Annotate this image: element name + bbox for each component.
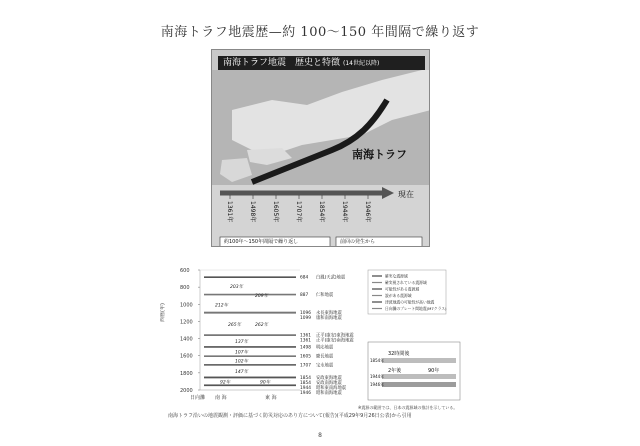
event-year: 887: [300, 293, 309, 299]
interval-label: 212年: [215, 303, 229, 309]
event-bars: [204, 277, 296, 385]
japan-map: [212, 70, 430, 190]
timeline-year: 1944年: [341, 201, 348, 223]
y-tick-label: 1000: [180, 302, 193, 309]
timeline: [212, 185, 430, 247]
event-name: 正平(康安)東海地震: [316, 333, 354, 339]
elapsed-text-1: 前回の発生から: [340, 239, 376, 245]
inset-bar-1944: [382, 374, 456, 379]
event-name: 白鳳(天武)地震: [316, 275, 346, 281]
event-name: 安政東海地震: [316, 375, 342, 381]
y-tick-label: 2000: [180, 388, 193, 394]
legend-label: 可能性がある震源域: [385, 286, 420, 292]
history-panel: [211, 49, 430, 247]
page-title: 南海トラフ地震歴—約 100〜150 年間隔で繰り返す: [160, 25, 480, 40]
inset-box: [368, 342, 460, 400]
inset-label-mid: 2年後: [388, 368, 402, 374]
inset-bar-1854: [382, 358, 456, 363]
event-labels: [300, 274, 354, 396]
event-name: 永長東海地震: [316, 311, 342, 317]
interval-label: 92年: [220, 380, 231, 386]
timeline-year: 1854年: [318, 201, 325, 223]
y-tick-label: 800: [180, 285, 190, 292]
event-year: 1096: [300, 311, 311, 317]
event-name: 康和南海地震: [316, 316, 342, 322]
y-tick-label: 1200: [180, 319, 193, 326]
source-note: 南海トラフ沿いの地震観測・評価に基づく防災対応のあり方について(報告)(平成29年9月26日公表)から引用: [168, 413, 412, 419]
timeline-year: 1946年: [364, 201, 371, 223]
interval-label: 90年: [260, 380, 271, 386]
event-year: 1605: [300, 354, 311, 360]
event-year: 684: [300, 275, 309, 281]
event-name: 昭和南海地震: [316, 390, 342, 396]
event-name: 昭和東南海地震: [316, 385, 347, 391]
y-axis-label: 西暦(年): [160, 303, 166, 322]
trough-label: 南海トラフ: [352, 148, 407, 161]
interval-label: 137年: [235, 340, 249, 346]
interval-label: 147年: [235, 370, 249, 376]
event-name: 慶長地震: [316, 354, 334, 360]
interval-label: 203年: [230, 284, 244, 290]
inset-year-1944: 1944年: [370, 374, 385, 379]
event-name: 正平(康安)南海地震: [316, 338, 354, 344]
event-name: 明応地震: [316, 345, 334, 351]
inset-bar-1946: [382, 382, 456, 387]
x-label-nankai: 南 海: [215, 395, 227, 401]
timeline-year: 1707年: [295, 201, 302, 223]
event-year: 1099: [300, 316, 311, 322]
legend-label: 津波地震の可能性が高い地震: [385, 299, 435, 305]
inset-year-1854: 1854年: [370, 358, 385, 363]
event-name: 宝永地震: [316, 363, 334, 369]
y-tick-label: 1800: [180, 370, 193, 377]
chart-footnote: ※震源の範囲では、日本の震源域の推計を示している。: [358, 405, 458, 410]
interval-label: 107年: [235, 350, 249, 356]
event-year: 1498: [300, 345, 311, 351]
event-year: 1944: [300, 385, 311, 391]
y-tick-label: 1600: [180, 353, 193, 360]
y-tick-label: 1400: [180, 336, 193, 343]
event-year: 1854: [300, 375, 311, 381]
y-ticks: [180, 268, 200, 394]
interval-text-1: 約100年〜150年間隔で繰り返し: [224, 239, 299, 245]
now-label: 現在: [398, 190, 414, 199]
x-label-tokai: 東 海: [265, 395, 277, 401]
legend-label: 確実な震源域: [385, 273, 408, 279]
legend-label: 説がある震源域: [385, 293, 412, 298]
event-year: 1946: [300, 390, 311, 396]
interval-label: 262年: [255, 323, 269, 328]
event-name: 仁和地震: [316, 293, 334, 299]
y-tick-label: 600: [180, 268, 190, 274]
panel-subtitle: (14世紀以降): [343, 60, 380, 67]
event-year: 1854: [300, 380, 311, 386]
event-name: 安政南海地震: [316, 380, 342, 386]
event-year: 1707: [300, 363, 311, 369]
interval-label: 265年: [228, 323, 242, 328]
event-year: 1361: [300, 338, 311, 344]
page-number: 8: [318, 432, 322, 439]
interval-label: 102年: [235, 359, 249, 365]
event-year: 1361: [300, 333, 311, 339]
legend-label: 確実視されている震源域: [385, 280, 427, 285]
panel-title: 南海トラフ地震 歴史と特徴: [223, 58, 341, 68]
timeline-year: 1361年: [226, 201, 233, 223]
inset-year-1946: 1946年: [370, 382, 385, 387]
earthquake-history-chart: [160, 262, 480, 412]
timeline-year: 1498年: [249, 201, 256, 223]
x-label-hyuga: 日向灘: [190, 395, 206, 401]
inset-label-top: 32時間後: [388, 351, 410, 357]
panel-title-bar: [218, 56, 425, 70]
legend-label: 日向灘のプレート間地震(M7クラス): [385, 306, 447, 311]
timeline-year: 1605年: [272, 201, 279, 223]
interval-label: 209年: [255, 293, 269, 299]
inset-label-gap: 90年: [428, 368, 440, 374]
